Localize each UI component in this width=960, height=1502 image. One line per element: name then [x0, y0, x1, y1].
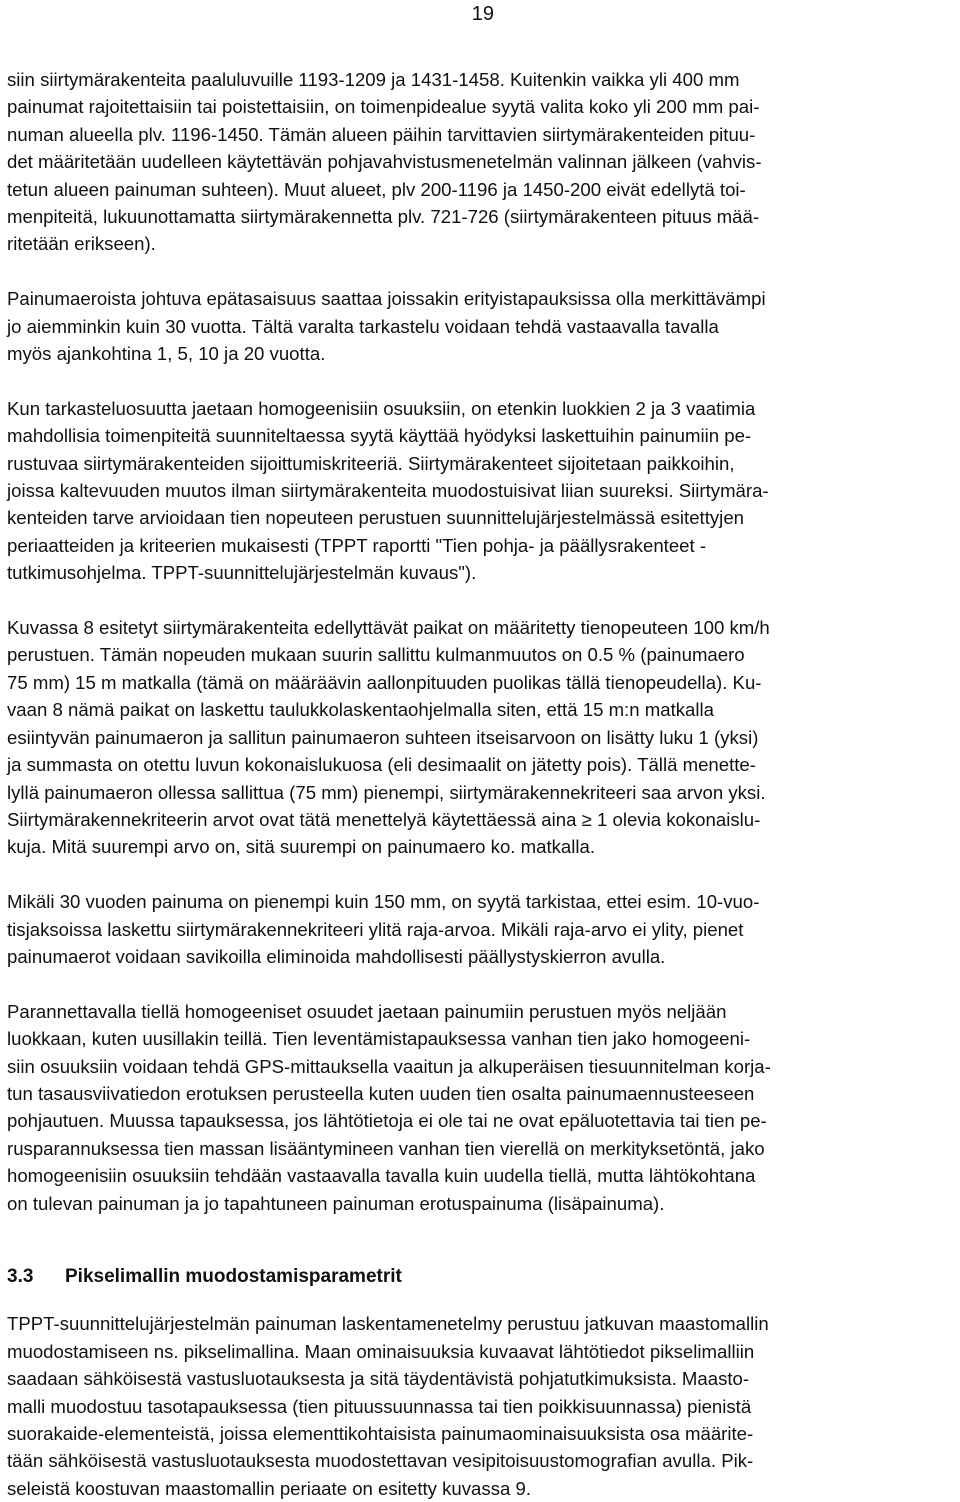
- paragraph-4: [7, 614, 957, 861]
- section-spacer: [7, 1217, 957, 1263]
- text-line: pohjautuen. Muussa tapauksessa, jos lähtötietoja ei ole tai ne ovat epäluotettavia tai tien pe-: [7, 1110, 767, 1132]
- text-line: painumat rajoitettaisiin tai poistettaisiin, on toimenpidealue syytä valita koko yli 200 mm pai-: [7, 96, 760, 118]
- text-line: mahdollisia toimenpiteitä suunniteltaessa syytä käyttää hyödyksi laskettuihin painumiin pe-: [7, 425, 752, 447]
- text-line: rusparannuksessa tien massan lisääntymineen vanhan tien vierellä on merkityksetöntä, jako: [7, 1137, 765, 1159]
- text-line: 75 mm) 15 m matkalla (tämä on määräävin aallonpituuden puolikas tällä tienopeudella). Ku-: [7, 671, 762, 693]
- text-line: periaatteiden ja kriteerien mukaisesti (TPPT raportti "Tien pohja- ja päällysrakenteet -: [7, 534, 707, 556]
- text-line: saadaan sähköisestä vastusluotauksesta ja sitä täydentävistä pohjatutkimuksista. Maasto-: [7, 1368, 750, 1390]
- text-line: muodostamiseen ns. pikselimallina. Maan ominaisuuksia kuvaavat lähtötiedot pikselimalliin: [7, 1340, 755, 1362]
- paragraph-3: [7, 395, 957, 587]
- text-line: painumaerot voidaan savikoilla eliminoida mahdollisesti päällystyskierron avulla.: [7, 945, 666, 967]
- section-title: Pikselimallin muodostamisparametrit: [65, 1265, 402, 1287]
- text-line: malli muodostuu tasotapauksessa (tien pituussuunnassa tai tien poikkisuunnassa) pienistä: [7, 1395, 752, 1417]
- text-line: tetun alueen painuman suhteen). Muut alueet, plv 200-1196 ja 1450-200 eivät edellytä toi-: [7, 178, 746, 200]
- text-line: luokkaan, kuten uusillakin teillä. Tien leventämistapauksessa vanhan tien jako homogeeni-: [7, 1028, 751, 1050]
- text-line: Mikäli 30 vuoden painuma on pienempi kuin 150 mm, on syytä tarkistaa, ettei esim. 10-vuo-: [7, 891, 760, 913]
- paragraph-spacer: [7, 861, 957, 888]
- text-line: myös ajankohtina 1, 5, 10 ja 20 vuotta.: [7, 343, 326, 365]
- text-line: seleistä koostuvan maastomallin periaate on esitetty kuvassa 9.: [7, 1477, 532, 1499]
- text-line: kenteiden tarve arvioidaan tien nopeuteen perustuen suunnittelujärjestelmässä esitettyjen: [7, 507, 744, 529]
- section-number: 3.3: [7, 1265, 34, 1287]
- text-line: siin siirtymärakenteita paaluluvuille 1193-1209 ja 1431-1458. Kuitenkin vaikka yli 400 mm: [7, 69, 740, 90]
- text-line: lyllä painumaeron ollessa sallittua (75 mm) pienempi, siirtymärakennekriteeri saa arvon yksi.: [7, 781, 766, 803]
- text-line: tun tasausviivatiedon erotuksen perusteella kuten uuden tien osalta painumaennusteeseen: [7, 1082, 755, 1104]
- paragraph-6: [7, 998, 957, 1217]
- page-number: 19: [471, 3, 494, 25]
- paragraph-spacer: [7, 367, 957, 394]
- text-line: esiintyvän painumaeron ja sallitun painumaeron suhteen itseisarvoon on lisätty luku 1 (yksi): [7, 726, 759, 748]
- document-body: [7, 66, 957, 1502]
- paragraph-spacer: [7, 587, 957, 614]
- paragraph-spacer: [7, 258, 957, 285]
- text-line: perustuen. Tämän nopeuden mukaan suurin sallittu kulmanmuutos on 0.5 % (painumaero: [7, 644, 745, 666]
- text-line: Kuvassa 8 esitetyt siirtymärakenteita edellyttävät paikat on määritetty tienopeuteen 100 km/h: [7, 617, 770, 639]
- text-line: siin osuuksiin voidaan tehdä GPS-mittauksella vaaitun ja alkuperäisen tiesuunnitelman korja-: [7, 1055, 771, 1077]
- text-line: numan alueella plv. 1196-1450. Tämän alueen päihin tarvittavien siirtymärakenteiden pituu-: [7, 123, 756, 145]
- text-line: jo aiemminkin kuin 30 vuotta. Tältä varalta tarkastelu voidaan tehdä vastaavalla tavalla: [7, 315, 719, 337]
- text-line: rustuvaa siirtymärakenteiden sijoittumiskriteeriä. Siirtymärakenteet sijoitetaan paikkoihin,: [7, 452, 735, 474]
- text-line: tutkimusohjelma. TPPT-suunnittelujärjestelmän kuvaus").: [7, 562, 477, 584]
- section-heading: [7, 1263, 957, 1290]
- text-line: tään sähköisestä vastusluotauksesta muodostettavan vesipitoisuustomografian avulla. Pik-: [7, 1450, 754, 1472]
- text-line: Kun tarkasteluosuutta jaetaan homogeenisiin osuuksiin, on etenkin luokkien 2 ja 3 vaatimia: [7, 397, 756, 419]
- heading-spacer: [7, 1290, 957, 1310]
- text-line: suorakaide-elementeistä, joissa elementtikohtaisista painumaominaisuuksista osa määrite-: [7, 1423, 754, 1445]
- paragraph-5: [7, 888, 957, 970]
- text-line: ritetään erikseen).: [7, 233, 156, 255]
- text-line: Painumaeroista johtuva epätasaisuus saattaa joissakin erityistapauksissa olla merkittävämpi: [7, 288, 766, 310]
- text-line: vaan 8 nämä paikat on laskettu taulukkolaskentaohjelmalla siten, että 15 m:n matkalla: [7, 699, 714, 721]
- text-line: joissa kaltevuuden muutos ilman siirtymärakenteita muodostuisivat liian suureksi. Siirtymära-: [7, 480, 769, 502]
- text-line: Siirtymärakennekriteerin arvot ovat tätä menettelyä käytettäessä aina ≥ 1 olevia kokonaislu-: [7, 808, 761, 830]
- text-line: homogeenisiin osuuksiin tehdään vastaavalla tavalla kuin uudella tiellä, mutta lähtökohtana: [7, 1165, 756, 1187]
- section-paragraph: [7, 1310, 957, 1502]
- text-line: on tulevan painuman ja jo tapahtuneen painuman erotuspainuma (lisäpainuma).: [7, 1192, 665, 1214]
- text-line: ja summasta on otettu luvun kokonaislukuosa (eli desimaalit on jätetty pois). Tällä menette-: [7, 754, 756, 776]
- paragraph-2: [7, 285, 957, 367]
- text-line: menpiteitä, lukuunottamatta siirtymärakennetta plv. 721-726 (siirtymärakenteen pituus mää-: [7, 206, 760, 228]
- text-line: TPPT-suunnittelujärjestelmän painuman laskentamenetelmy perustuu jatkuvan maastomallin: [7, 1313, 769, 1335]
- paragraph-spacer: [7, 970, 957, 997]
- text-line: det määritetään uudelleen käytettävän pohjavahvistusmenetelmän valinnan jälkeen (vahvis-: [7, 151, 762, 173]
- text-line: kuja. Mitä suurempi arvo on, sitä suurempi on painumaero ko. matkalla.: [7, 836, 596, 858]
- text-line: tisjaksoissa laskettu siirtymärakennekriteeri ylitä raja-arvoa. Mikäli raja-arvo ei ylity, pienet: [7, 918, 744, 940]
- text-line: Parannettavalla tiellä homogeeniset osuudet jaetaan painumiin perustuen myös neljään: [7, 1000, 727, 1022]
- paragraph-1: [7, 66, 957, 258]
